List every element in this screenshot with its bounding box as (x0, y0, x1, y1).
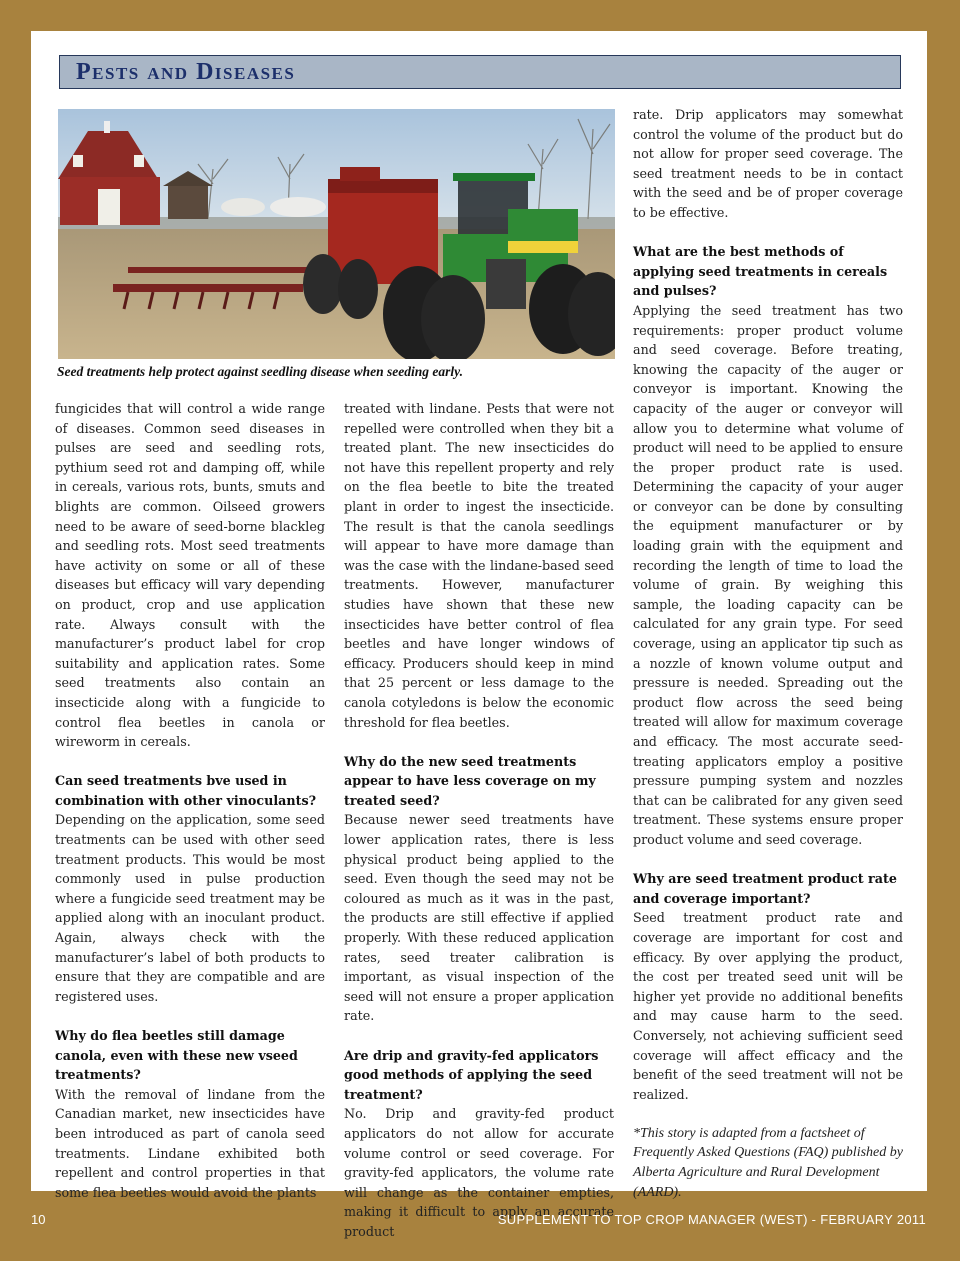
paragraph: rate. Drip applicators may somewhat control the volume of the product but do not allow for proper seed coverage. The seed treatment needs to be in contact with the seed and be of proper coverage to be effective. (633, 107, 903, 220)
column-3 (633, 105, 903, 1222)
section-title: Pests and Diseases (76, 59, 296, 85)
tractor-photo (58, 109, 615, 359)
section-header (59, 55, 901, 89)
question-heading: Why do flea beetles still damage canola, even with these new vseed treatments? (55, 1028, 298, 1083)
column-2 (344, 399, 614, 1261)
question-heading: Are drip and gravity-fed applicators good methods of applying the seed treatment? (344, 1047, 599, 1102)
paragraph: fungicides that will control a wide range of diseases. Common seed diseases in pulses are seed and seedling rots, pythium seed rot and damping off, while in cereals, various rots, bunts, smuts and blights are common. Oilseed growers need to be aware of seed-borne blackleg and seedling rots. Most seed treatments have activity on some or all of these diseases but efficacy will vary depending on product, crop and use application rate. Always consult with the manufacturer’s product label for crop suitability and application rates. Some seed treatments also contain an insecticide along with a fungicide to control flea beetles in canola or wireworm in cereals. (55, 401, 325, 750)
answer-paragraph: No. Drip and gravity-fed product applicators do not allow for accurate volume control or seed coverage. For gravity-fed applicators, the volume rate will change as the container empties, making it difficult to apply an accurate product (344, 1106, 614, 1239)
answer-paragraph: With the removal of lindane from the Canadian market, new insecticides have been introduced as part of canola seed treatments. Lindane exhibited both repellent and control properties in that some flea beetles would avoid the plants (55, 1086, 325, 1200)
question-heading: What are the best methods of applying seed treatments in cereals and pulses? (633, 244, 888, 299)
publication-line: SUPPLEMENT TO TOP CROP MANAGER (WEST) - FEBRUARY 2011 (497, 1212, 926, 1227)
column-1 (55, 399, 325, 1222)
paragraph: treated with lindane. Pests that were not repelled were controlled when they bit a treated plant. The new insecticides do not have this repellent property and rely on the flea beetle to bite the treated plant in order to ingest the insecticide. The result is that the canola seedlings will appear to have more damage than was the case with the lindane-based seed treatments. However, manufacturer studies have shown that these new insecticides have better control of flea beetles and have longer windows of efficacy. Producers should keep in mind that 25 percent or less damage to the canola cotyledons is below the economic threshold for flea beetles. (344, 401, 614, 730)
answer-paragraph: Because newer seed treatments have lower application rates, there is less physical product being applied to the seed. Even though the seed may not be coloured as much as it was in the past, the products are still effective if applied properly. With these reduced application rates, seed treater calibration is important, as visual inspection of the seed will not ensure a proper application rate. (344, 812, 614, 1024)
answer-paragraph: Depending on the application, some seed treatments can be used with other seed treatment products. This would be most commonly used in pulse production where a fungicide seed treatment may be applied along with an inoculant product. Again, always check with the manufacturer’s label of both products to ensure that they are compatible and are registered uses. (55, 812, 325, 1004)
question-heading: Why do the new seed treatments appear to have less coverage on my treated seed? (344, 753, 596, 808)
answer-paragraph: Applying the seed treatment has two requirements: proper product volume and seed coverage. Before treating, knowing the capacity of the auger or conveyor is important. Knowing the capacity of the auger or conveyor will allow you to determine what volume of product will need to be applied to ensure the proper product rate is used. Determining the capacity of your auger or conveyor can be done by consulting the equipment manufacturer or by loading grain with the equipment and recording the length of time to load the volume of grain. By weighing this sample, the loading capacity can be calculated for any grain type. For seed coverage, using an applicator tip such as a nozzle of known volume output and pressure is needed. Spreading out the product flow across the seed being treated will allow for maximum coverage and efficacy. The most accurate seed-treating applicators employ a positive pressure pumping system and nozzles that can be calibrated for any given seed treatment. These systems ensure proper product volume and seed coverage. (633, 302, 903, 847)
page-number: 10 (31, 1212, 46, 1227)
question-heading: Why are seed treatment product rate and coverage important? (633, 871, 897, 906)
source-credit: *This story is adapted from a factsheet of Frequently Asked Questions (FAQ) published by Alberta Agriculture and Rural Development (AARD). (633, 1125, 903, 1200)
answer-paragraph: Seed treatment product rate and coverage are important for cost and efficacy. By over applying the product, the cost per treated seed unit will be higher yet provide no additional benefits and may cause harm to the seed. Conversely, not achieving sufficient seed coverage will affect efficacy and the benefit of the seed treatment will not be realized. (633, 910, 903, 1102)
question-heading: Can seed treatments bve used in combination with other vinoculants? (55, 773, 317, 808)
photo-caption: Seed treatments help protect against seedling disease when seeding early. (57, 364, 463, 379)
